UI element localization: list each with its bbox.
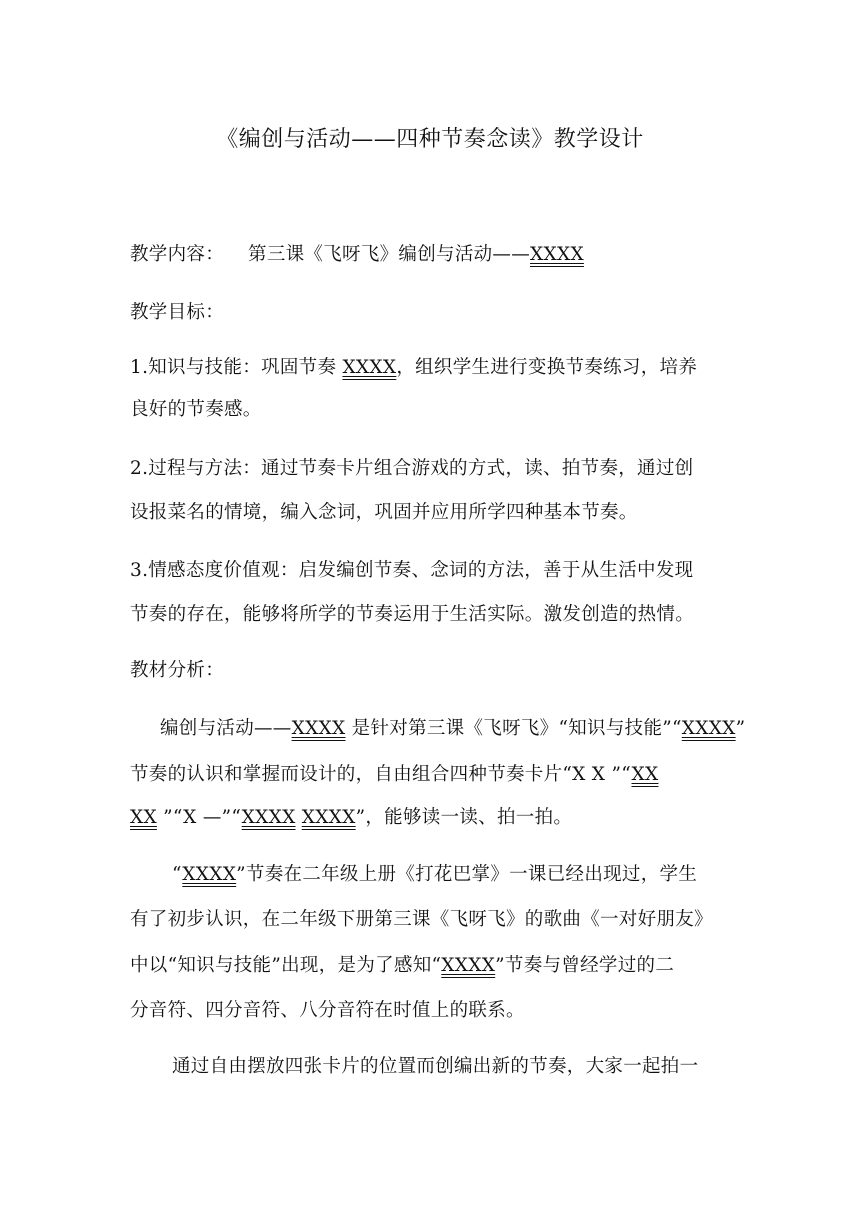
para1-line3-rhythm-3: XXXX [301,807,356,828]
para1-line2-text: 节奏的认识和掌握而设计的，自由组合四种节奏卡片“X X ”“ [130,764,632,785]
para1-line2 [130,760,740,786]
para1-line3-rhythm-1: XX [130,807,157,828]
para1-text-b: 是针对第三课《飞呀飞》“知识与技能”“ [345,718,682,739]
teaching-content-label: 教学内容： [130,244,225,265]
para1-rhythm-1: XXXX [291,718,346,739]
para2-line3 [130,951,740,977]
analysis-heading: 教材分析： [130,660,225,681]
para1-line3-rhythm-2: XXXX [241,807,296,828]
para1-line3-text-a: ”“X —”“ [156,807,242,828]
goal1-rhythm: XXXX [342,357,397,378]
para2-line2: 有了初步认识，在二年级下册第三课《飞呀飞》的歌曲《一对好朋友》 [130,909,713,930]
goal2-line2: 设报菜名的情境，编入念词，巩固并应用所学四种基本节奏。 [130,502,638,523]
teaching-content-line [130,240,740,266]
para2-line4: 分音符、四分音符、八分音符在时值上的联系。 [130,1000,525,1021]
para1-line3-text-b: ”，能够读一读、拍一拍。 [355,807,573,828]
goal1-text-b: ，组织学生进行变换节奏练习，培养 [396,357,698,378]
para2-rhythm-1: XXXX [182,864,237,885]
teaching-content-text: 第三课《飞呀飞》编创与活动—— [248,244,531,265]
para2-line1 [172,860,782,886]
para2-text-a: “ [172,864,183,885]
para2-line3-text-a: 中以“知识与技能”出现，是为了感知“ [130,955,442,976]
para1-text-a: 编创与活动—— [160,718,292,739]
para2-line3-text-b: ”节奏与曾经学过的二 [495,955,675,976]
goal1-text-a: 1.知识与技能：巩固节奏 [130,357,343,378]
goal3-line2: 节奏的存在，能够将所学的节奏运用于生活实际。激发创造的热情。 [130,604,695,625]
para2-text-b: ”节奏在二年级上册《打花巴掌》一课已经出现过，学生 [236,864,698,885]
para3-line1: 通过自由摆放四张卡片的位置而创编出新的节奏，大家一起拍一 [172,1056,699,1077]
para1-line2-rhythm: XX [631,764,659,785]
para1-line3 [130,803,740,829]
para1-rhythm-2: XXXX [681,718,736,739]
goal2-line1: 2.过程与方法：通过节奏卡片组合游戏的方式，读、拍节奏，通过创 [130,458,694,479]
para1-line1 [160,714,770,740]
teaching-goals-heading: 教学目标： [130,302,225,323]
goal3-line1: 3.情感态度价值观：启发编创节奏、念词的方法，善于从生活中发现 [130,560,694,581]
goal1-line2: 良好的节奏感。 [130,399,262,420]
teaching-content-rhythm: XXXX [530,244,584,265]
goal1-line1 [130,353,740,379]
para2-rhythm-2: XXXX [441,955,496,976]
document-title: 《编创与活动——四种节奏念读》教学设计 [216,127,644,152]
para1-text-c: ” [735,718,746,739]
